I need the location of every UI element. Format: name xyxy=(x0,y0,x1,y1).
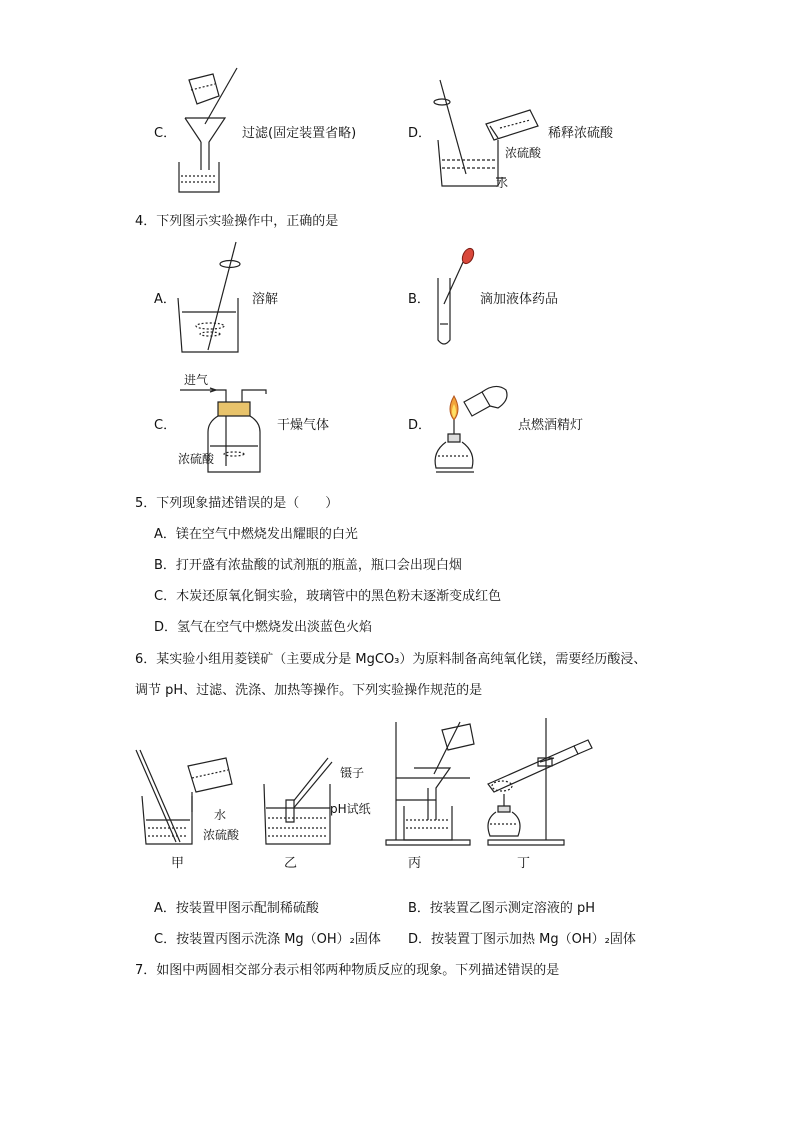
dilution-figure xyxy=(430,80,550,190)
q3-option-c-letter: C． xyxy=(154,126,177,141)
q6-yi-tweezers-label: 镊子 xyxy=(340,766,365,780)
q6-yi-caption: 乙 xyxy=(284,856,298,871)
q6-stem-line1: 6．某实验小组用菱镁矿（主要成分是 MgCO₃）为原料制备高纯氧化镁，需要经历酸浸、 xyxy=(135,652,647,667)
apparatus-ding-figure xyxy=(484,718,594,848)
q6-stem-line2: 调节 pH、过滤、洗涤、加热等操作。下列实验操作规范的是 xyxy=(135,683,483,698)
q6-jia-acid-label: 浓硫酸 xyxy=(203,828,240,842)
q3-option-d-label: 稀释浓硫酸 xyxy=(548,126,614,141)
filtration-figure xyxy=(175,66,245,196)
q3-d-water-label: 水 xyxy=(496,176,509,190)
q3-option-c-label: 过滤(固定装置省略) xyxy=(242,126,357,141)
q4-option-b-letter: B． xyxy=(408,292,430,307)
q6-option-a: A．按装置甲图示配制稀硫酸 xyxy=(154,901,319,916)
q6-yi-paper-label: pH试纸 xyxy=(330,802,371,816)
q6-option-c: C．按装置丙图示洗涤 Mg（OH）₂固体 xyxy=(154,932,381,947)
q7-stem: 7．如图中两圆相交部分表示相邻两种物质反应的现象。下列描述错误的是 xyxy=(135,963,560,978)
q4-option-a-label: 溶解 xyxy=(252,292,279,307)
q4-option-a-letter: A． xyxy=(154,292,176,307)
q5-option-a: A．镁在空气中燃烧发出耀眼的白光 xyxy=(154,527,358,542)
q4-option-d-letter: D． xyxy=(408,418,432,433)
q6-ding-caption: 丁 xyxy=(517,856,531,871)
q4-stem: 4．下列图示实验操作中，正确的是 xyxy=(135,214,339,229)
apparatus-bing-figure xyxy=(386,722,476,847)
q5-stem: 5．下列现象描述错误的是（ ） xyxy=(135,496,339,511)
q5-option-c: C．木炭还原氧化铜实验，玻璃管中的黑色粉末逐渐变成红色 xyxy=(154,589,502,604)
q6-option-d: D．按装置丁图示加热 Mg（OH）₂固体 xyxy=(408,932,636,947)
q4-option-d-label: 点燃酒精灯 xyxy=(518,418,584,433)
q6-bing-caption: 丙 xyxy=(408,856,422,871)
q4-c-acid-label: 浓硫酸 xyxy=(178,452,215,466)
q4-option-c-label: 干燥气体 xyxy=(277,418,330,433)
alcohol-lamp-figure xyxy=(428,380,516,475)
q4-option-c-letter: C． xyxy=(154,418,177,433)
dropper-figure xyxy=(430,248,480,348)
q6-jia-caption: 甲 xyxy=(171,856,185,871)
q3-d-acid-label: 浓硫酸 xyxy=(505,146,542,160)
q5-option-d: D．氢气在空气中燃烧发出淡蓝色火焰 xyxy=(154,620,373,635)
q4-c-gas-in-label: 进气 xyxy=(184,373,209,387)
q3-option-d-letter: D． xyxy=(408,126,432,141)
dissolving-figure xyxy=(178,240,253,355)
q5-option-b: B．打开盛有浓盐酸的试剂瓶的瓶盖，瓶口会出现白烟 xyxy=(154,558,462,573)
q6-jia-water-label: 水 xyxy=(214,808,227,822)
q4-option-b-label: 滴加液体药品 xyxy=(480,292,559,307)
q6-option-b: B．按装置乙图示测定溶液的 pH xyxy=(408,901,596,916)
